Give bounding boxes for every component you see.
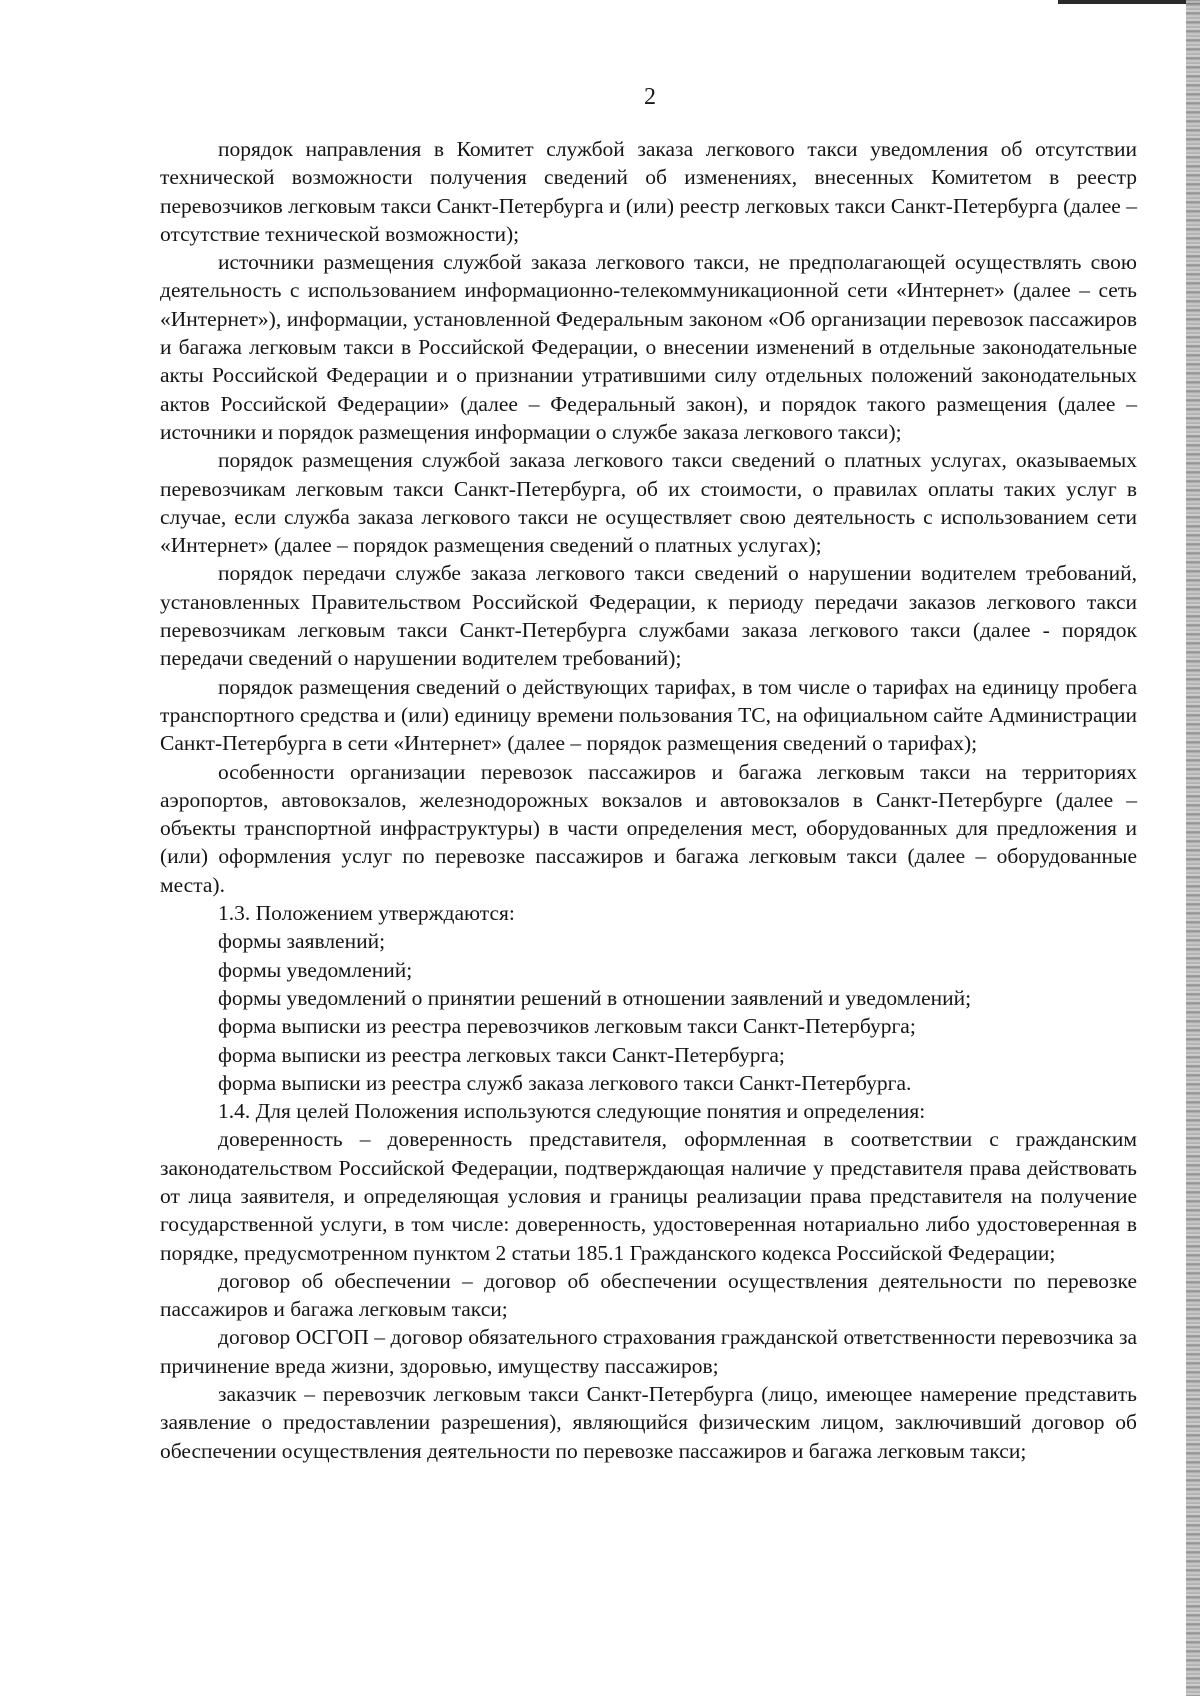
list-item: формы заявлений; bbox=[218, 929, 386, 954]
list-item: форма выписки из реестра служб заказа легкового такси Санкт-Петербурга. bbox=[218, 1070, 912, 1095]
document-body bbox=[160, 135, 1137, 1465]
list-item: формы уведомлений о принятии решений в отношении заявлений и уведомлений; bbox=[218, 985, 972, 1010]
paragraph-notification-procedure: порядок направления в Комитет службой заказа легкового такси уведомления об отсутствии технической возможности получения сведений об изменениях, внесенных Комитетом в реестр перевозчиков легковым такси Санкт-Петербурга и (или) реестр легковых такси Санкт-Петербурга (далее – отсутствие технической возможности); bbox=[160, 137, 1137, 246]
paragraph-transport-infrastructure: особенности организации перевозок пассажиров и багажа легковым такси на территориях аэропортов, автовокзалов, железнодорожных вокзалов и автовокзалов в Санкт-Петербурге (далее – объекты транспортной инфраструктуры) в части определения мест, оборудованных для предложения и (или) оформления услуг по перевозке пассажиров и багажа легковым такси (далее – оборудованные места). bbox=[160, 759, 1137, 897]
section-heading-1-4: 1.4. Для целей Положения используются следующие понятия и определения: bbox=[218, 1099, 926, 1124]
paragraph-information-sources: источники размещения службой заказа легкового такси, не предполагающей осуществлять свою деятельность с использованием информационно-телекоммуникационной сети «Интернет» (далее – сеть «Интернет»), информации, установленной Федеральным законом «Об организации перевозок пассажиров и багажа легковым такси в Российской Федерации, о внесении изменений в отдельные законодательные акты Российской Федерации и о признании утратившими силу отдельных положений законодательных актов Российской Федерации» (далее – Федеральный закон), и порядок такого размещения (далее – источники и порядок размещения информации о службе заказа легкового такси); bbox=[160, 250, 1137, 444]
scan-edge-top bbox=[1058, 0, 1200, 4]
section-heading-1-3: 1.3. Положением утверждаются: bbox=[218, 901, 515, 926]
paragraph-tariffs: порядок размещения сведений о действующих тарифах, в том числе о тарифах на единицу пробега транспортного средства и (или) единицу времени пользования ТС, на официальном сайте Администрации Санкт-Петербурга в сети «Интернет» (далее – порядок размещения сведений о тарифах); bbox=[160, 674, 1137, 756]
scan-edge-right bbox=[1186, 0, 1200, 1696]
definition-customer: заказчик – перевозчик легковым такси Санкт-Петербурга (лицо, имеющее намерение представить заявление о предоставлении разрешения), являющийся физическим лицом, заключивший договор об обеспечении осуществления деятельности по перевозке пассажиров и багажа легковым такси; bbox=[160, 1382, 1137, 1463]
definition-support-agreement: договор об обеспечении – договор об обеспечении осуществления деятельности по перевозке пассажиров и багажа легковым такси; bbox=[160, 1268, 1137, 1322]
list-item: форма выписки из реестра перевозчиков легковым такси Санкт-Петербурга; bbox=[218, 1014, 916, 1039]
paragraph-paid-services: порядок размещения службой заказа легкового такси сведений о платных услугах, оказываемых перевозчикам легковым такси Санкт-Петербурга, об их стоимости, о правилах оплаты таких услуг в случае, если служба заказа легкового такси не осуществляет свою деятельность с использованием сети «Интернет» (далее – порядок размещения сведений о платных услугах); bbox=[160, 448, 1137, 558]
page-number: 2 bbox=[644, 84, 656, 110]
paragraph-violation-data: порядок передачи службе заказа легкового такси сведений о нарушении водителем требований, установленных Правительством Российской Федерации, к периоду передачи заказов легкового такси перевозчикам легковым такси Санкт-Петербурга службами заказа легкового такси (далее - порядок передачи сведений о нарушении водителем требований); bbox=[160, 561, 1137, 671]
list-item: форма выписки из реестра легковых такси Санкт-Петербурга; bbox=[218, 1042, 785, 1067]
definition-osgop-agreement: договор ОСГОП – договор обязательного страхования гражданской ответственности перевозчика за причинение вреда жизни, здоровью, имуществу пассажиров; bbox=[160, 1325, 1137, 1378]
definition-power-of-attorney: доверенность – доверенность представителя, оформленная в соответствии с гражданским законодательством Российской Федерации, подтверждающая наличие у представителя права действовать от лица заявителя, и определяющая условия и границы реализации права представителя на получение государственной услуги, в том числе: доверенность, удостоверенная нотариально либо удостоверенная в порядке, предусмотренном пунктом 2 статьи 185.1 Гражданского кодекса Российской Федерации; bbox=[160, 1127, 1137, 1265]
list-item: формы уведомлений; bbox=[218, 957, 413, 982]
